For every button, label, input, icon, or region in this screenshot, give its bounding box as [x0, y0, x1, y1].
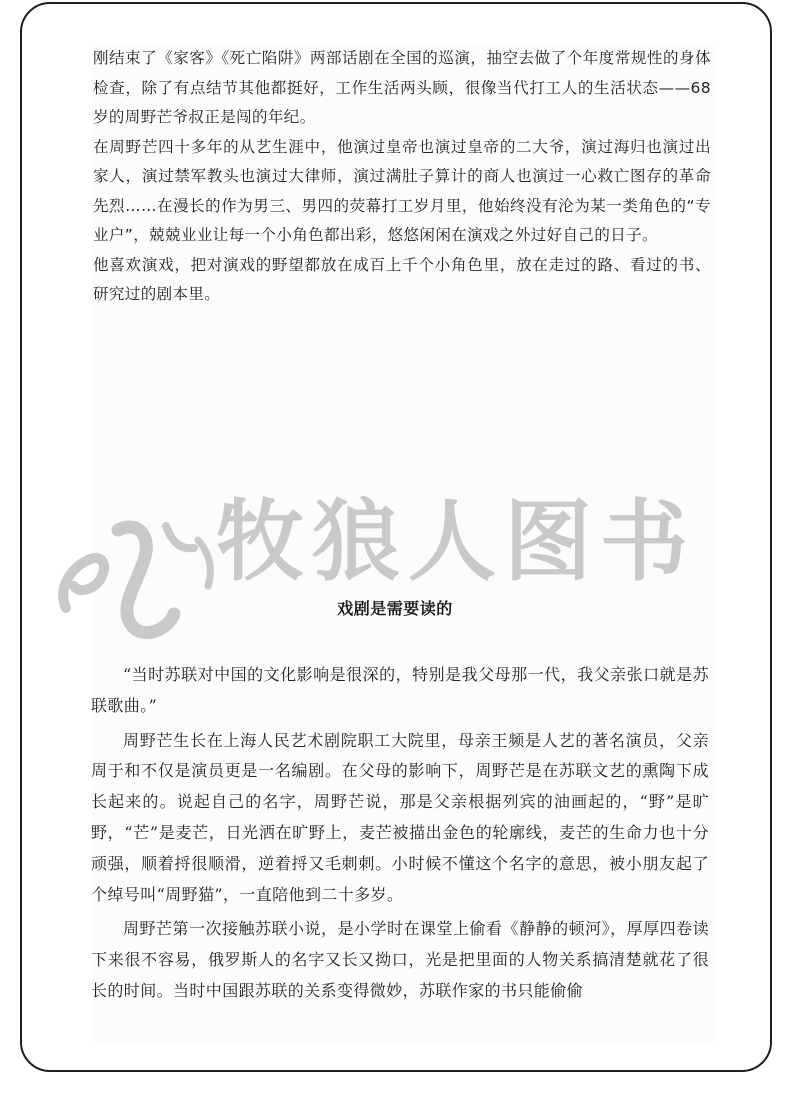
intro-paragraph-1: 刚结束了《家客》《死亡陷阱》两部话剧在全国的巡演，抽空去做了个年度常规性的身体检查，除了有点结节其他都挺好，工作生活两头顾，很像当代打工人的生活状态——68 岁的周野芒爷叔正是闯的年纪。	[93, 49, 711, 126]
watermark-text: 牧狼人图书	[216, 490, 697, 593]
intro-text-block	[93, 44, 711, 310]
body-paragraph-1: “当时苏联对中国的文化影响是很深的，特别是我父母那一代，我父亲张口就是苏联歌曲。”	[91, 665, 709, 715]
body-paragraph-2: 周野芒生长在上海人民艺术剧院职工大院里，母亲王频是人艺的著名演员，父亲周于和不仅是演员更是一名编剧。在父母的影响下，周野芒是在苏联文艺的熏陶下成长起来的。说起自己的名字，周野芒说，那是父亲根据列宾的油画起的，“野”是旷野，“芒”是麦芒，日光洒在旷野上，麦芒被描出金色的轮廓线，麦芒的生命力也十分顽强，顺着捋很顺滑，逆着捋又毛刺刺。小时候不懂这个名字的意思，被小朋友起了个绰号叫“周野猫”，一直陪他到二十多岁。	[91, 730, 709, 904]
body-paragraph-3: 周野芒第一次接触苏联小说，是小学时在课堂上偷看《静静的顿河》，厚厚四卷读下来很不容易，俄罗斯人的名字又长又拗口，光是把里面的人物关系搞清楚就花了很长的时间。当时中国跟苏联的关系变得微妙，苏联作家的书只能偷偷	[91, 919, 709, 1000]
body-text-block	[91, 660, 709, 1011]
intro-paragraph-2: 在周野芒四十多年的从艺生涯中，他演过皇帝也演过皇帝的二大爷，演过海归也演过出家人，演过禁军教头也演过大律师，演过满肚子算计的商人也演过一心救亡图存的革命先烈……在漫长的作为男三、男四的荧幕打工岁月里，他始终没有沦为某一类角色的“专业户”，兢兢业业让每一个小角色都出彩，悠悠闲闲在演戏之外过好自己的日子。	[93, 137, 711, 244]
section-title: 戏剧是需要读的	[337, 599, 453, 618]
intro-paragraph-3: 他喜欢演戏，把对演戏的野望都放在成百上千个小角色里，放在走过的路、看过的书、研究过的剧本里。	[93, 255, 711, 303]
